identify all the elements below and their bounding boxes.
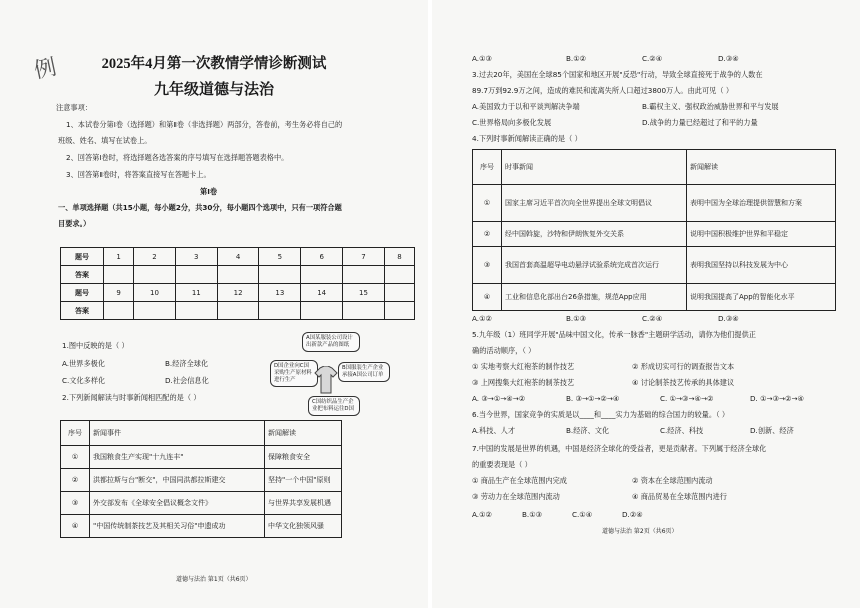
answer-cell[interactable] [134,266,176,284]
news-table-2 [472,149,836,311]
answer-table [60,247,415,320]
globalization-diagram [270,332,388,424]
question-number: 12 [217,284,259,302]
question-6: 6.当今世界，国家竞争的实质是以____和____实力为基础的综合国力的较量。（ ） [472,410,730,419]
q6-option-c[interactable]: C.经济、科技 [660,426,704,435]
q2-option-d[interactable]: D.③④ [718,54,739,63]
news-row-no: ② [473,222,502,247]
empty-cell [384,284,414,302]
q5-option-d[interactable]: D. ①→③→②→④ [750,394,804,403]
page-footer: 道德与法治 第2页（共6页） [602,528,678,535]
diagram-box-d: D国企业向C国采购生产原材料进行生产 [270,360,318,387]
question-number: 14 [301,284,343,302]
answer-cell[interactable] [259,302,301,320]
notice-1a: 1、本试卷分第Ⅰ卷（选择题）和第Ⅱ卷（非选择题）两部分，答卷前，考生务必将自己的 [66,120,343,129]
q5-step-3: ③ 上网搜集大红袍茶的制茶技艺 [472,378,575,387]
q4-option-d[interactable]: D.③④ [718,314,739,323]
q5-option-b[interactable]: B. ③→①→②→④ [566,394,620,403]
q7-option-c[interactable]: C.①④ [572,510,593,519]
diagram-box-a: A国某服装公司设计出新款产品的图纸 [302,332,360,352]
news-table [60,420,342,538]
question-number: 2 [134,248,176,266]
news-row-event: 洪都拉斯与台"断交"，中国同洪都拉斯建交 [90,469,265,492]
q7-item-1: ① 商品生产在全球范围内完成 [472,476,567,485]
q6-option-d[interactable]: D.创新、经济 [750,426,794,435]
answer-table-label: 题号 [61,284,104,302]
q5-option-c[interactable]: C. ①→③→④→② [660,394,714,403]
question-2: 2.下列新闻解读与时事新闻相匹配的是（ ） [62,393,201,402]
q7-item-4: ④ 商品贸易在全球范围内进行 [632,492,727,501]
answer-cell[interactable] [384,266,414,284]
news-table-header: 序号 [473,150,502,185]
q3-option-b[interactable]: B.霸权主义、强权政治威胁世界和平与发展 [642,102,779,111]
answer-cell[interactable] [104,266,134,284]
question-number: 13 [259,284,301,302]
question-7b: 的重要表现是（ ） [472,460,532,469]
news-row-event: "中国传统制茶技艺及其相关习俗"申遗成功 [90,515,265,538]
q1-option-c[interactable]: C.文化多样化 [62,376,106,385]
page-footer: 道德与法治 第1页（共6页） [176,576,252,583]
q3-option-d[interactable]: D.战争的力量已经超过了和平的力量 [642,118,758,127]
news-row-reading: 表明我国坚持以科技发展为中心 [687,247,836,284]
answer-cell[interactable] [134,302,176,320]
question-4: 4.下列时事新闻解读正确的是（ ） [472,134,582,143]
notice-title: 注意事项： [56,103,92,112]
q2-option-b[interactable]: B.①② [566,54,587,63]
q7-option-a[interactable]: A.①② [472,510,492,519]
notice-1b: 班级、姓名、填写在试卷上。 [58,136,152,145]
question-number: 10 [134,284,176,302]
section-heading-a: 一、单项选择题（共15小题，每小题2分，共30分，每小题四个选项中，只有一项符合题 [58,203,342,212]
news-row-reading: 坚持"一个中国"原则 [265,469,342,492]
news-row-reading: 说明中国积极维护世界和平稳定 [687,222,836,247]
news-row-event: 经中国斡旋，沙特和伊朗恢复外交关系 [502,222,687,247]
news-table-header: 序号 [61,421,90,446]
q2-option-a[interactable]: A.①③ [472,54,492,63]
news-row-reading: 说明我国提高了App的智能化水平 [687,284,836,311]
q5-option-a[interactable]: A. ③→①→④→② [472,394,526,403]
news-row-reading: 保障粮食安全 [265,446,342,469]
q4-option-a[interactable]: A.①② [472,314,492,323]
question-1: 1.图中反映的是（ ） [62,341,129,350]
question-number: 1 [104,248,134,266]
q6-option-a[interactable]: A.科技、人才 [472,426,516,435]
answer-table-label: 题号 [61,248,104,266]
news-row-no: ② [61,469,90,492]
question-5b: 确的活动顺序，（ ） [472,346,536,355]
q1-option-d[interactable]: D.社会信息化 [165,376,209,385]
q4-option-b[interactable]: B.①③ [566,314,587,323]
answer-cell[interactable] [301,266,343,284]
question-5a: 5.九年级（1）班同学开展"品味中国文化，传承一脉香"主题研学活动，请你为他们提供正 [472,330,756,339]
question-number: 8 [384,248,414,266]
news-table-header: 新闻事件 [90,421,265,446]
answer-cell[interactable] [259,266,301,284]
news-table-header: 新闻解读 [687,150,836,185]
exam-page-2 [432,0,860,608]
question-number: 5 [259,248,301,266]
q5-step-1: ① 实地考察大红袍茶的制作技艺 [472,362,575,371]
part-heading: 第Ⅰ卷 [200,187,218,196]
news-row-reading: 表明中国为全球治理提供智慧和方案 [687,185,836,222]
q7-item-2: ② 资本在全球范围内流动 [632,476,713,485]
q1-option-b[interactable]: B.经济全球化 [165,359,209,368]
news-table-header: 时事新闻 [502,150,687,185]
news-row-event: 工业和信息化部出台26条措施，规范App应用 [502,284,687,311]
q7-option-b[interactable]: B.①③ [522,510,543,519]
news-row-no: ① [473,185,502,222]
exam-subtitle: 九年级道德与法治 [153,82,274,98]
news-row-no: ① [61,446,90,469]
q7-item-3: ③ 劳动力在全球范围内流动 [472,492,560,501]
q5-step-2: ② 形成切实可行的调查报告文本 [632,362,735,371]
exam-title: 2025年4月第一次教情学情诊断测试 [101,56,327,72]
question-number: 11 [175,284,217,302]
news-row-reading: 中华文化独领风骚 [265,515,342,538]
diagram-box-c: C国纺织品生产企业把布料运往D国 [308,396,360,416]
answer-cell[interactable] [217,266,259,284]
answer-table-label: 答案 [61,302,104,320]
answer-table-label: 答案 [61,266,104,284]
diagram-box-b: B国服装生产企业承接A国公司订单 [338,362,390,382]
q1-option-a[interactable]: A.世界多极化 [62,359,106,368]
notice-3: 3、回答第Ⅱ卷时，将答案直接写在答题卡上。 [66,170,211,179]
news-row-event: 我国首套高温超导电动悬浮试验系统完成首次运行 [502,247,687,284]
news-row-event: 国家主席习近平首次向全世界提出全球文明倡议 [502,185,687,222]
answer-cell[interactable] [301,302,343,320]
answer-cell[interactable] [343,302,385,320]
question-number: 7 [343,248,385,266]
news-row-no: ④ [61,515,90,538]
q3-option-a[interactable]: A.美国致力于以和平谈判解决争端 [472,102,580,111]
news-row-event: 我国粮食生产实现"十九连丰" [90,446,265,469]
answer-cell[interactable] [343,266,385,284]
section-heading-b: 目要求。） [58,219,91,228]
question-number: 6 [301,248,343,266]
question-7a: 7.中国的发展是世界的机遇，中国是经济全球化的受益者，更是贡献者。下列属于经济全球化 [472,444,767,453]
q7-option-d[interactable]: D.②④ [622,510,643,519]
news-row-no: ③ [473,247,502,284]
question-number: 15 [343,284,385,302]
news-row-no: ④ [473,284,502,311]
question-number: 3 [175,248,217,266]
empty-cell [384,302,414,320]
news-table-header: 新闻解读 [265,421,342,446]
notice-2: 2、回答第Ⅰ卷时，将选择题各选答案的序号填写在选择题答题表格中。 [66,153,289,162]
exam-page-1 [0,0,428,608]
news-row-event: 外交部发布《全球安全倡议概念文件》 [90,492,265,515]
news-row-no: ③ [61,492,90,515]
shirt-icon [314,366,338,394]
answer-cell[interactable] [217,302,259,320]
news-row-reading: 与世界共享发展机遇 [265,492,342,515]
q5-step-4: ④ 讨论制茶技艺传承的具体建议 [632,378,735,387]
q2-option-c[interactable]: C.②④ [642,54,663,63]
question-number: 4 [217,248,259,266]
answer-cell[interactable] [175,302,217,320]
question-3b: 89.7万到92.9万之间，造成的难民和流离失所人口超过3800万人。由此可见（ ） [472,86,734,95]
answer-cell[interactable] [104,302,134,320]
q6-option-b[interactable]: B.经济、文化 [566,426,610,435]
q4-option-c[interactable]: C.②④ [642,314,663,323]
question-3a: 3.过去20年，美国在全球85个国家和地区开展"反恐"行动，导致全球直接死于战争的人数在 [472,70,763,79]
q3-option-c[interactable]: C.世界格局向多极化发展 [472,118,552,127]
answer-cell[interactable] [175,266,217,284]
handwritten-mark: 例 [32,54,59,84]
question-number: 9 [104,284,134,302]
